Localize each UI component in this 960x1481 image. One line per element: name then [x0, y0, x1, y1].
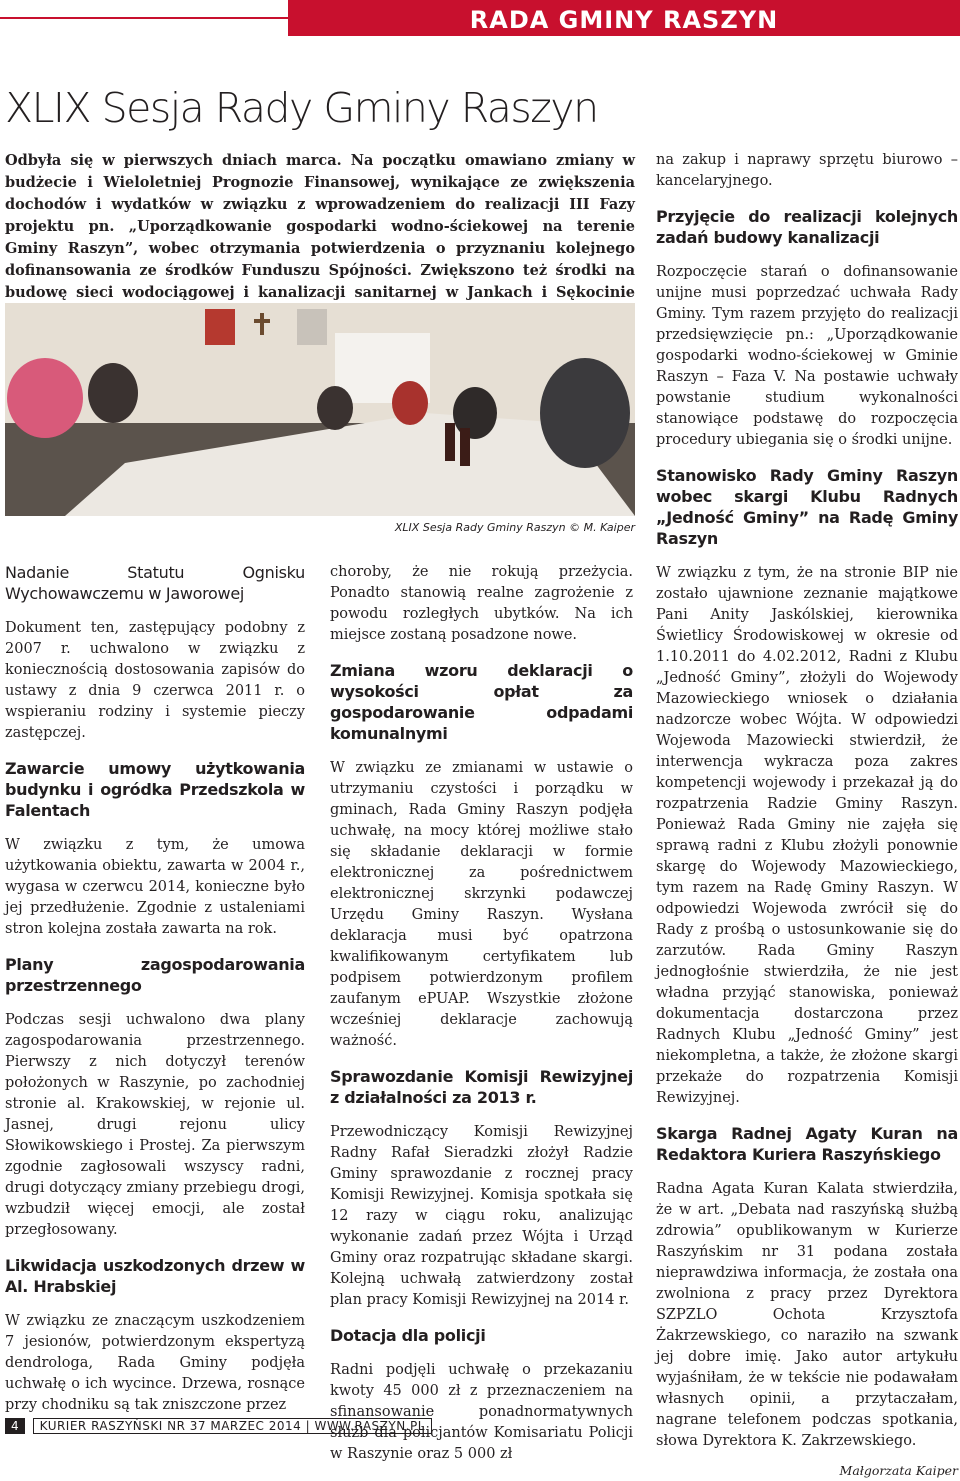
paragraph-stanowisko: W związku z tym, że na stronie BIP nie zostało ujawnione zeznanie majątkowe Pani Anity Jaskólskiej, kierownika Świetlicy Środowiskowej w okresie od 1.10.2011 do 4.02.2012, Radni z Klubu „Jedność Gminy”, złożyli do Wojewody Mazowieckiego wniosek o działania nadzorcze wobec Wójta. W odpowiedzi Wojewoda Mazowiecki stwierdził, że interwencja wykracza poza zakres kompetencji wojewody i przekazał ją do rozpatrzenia Radzie Gminy Raszyn. Ponieważ Rada Gminy nie zajęła się sprawą radni z Klubu złożyli ponownie skargę do Wojewody Mazowieckiego, tym razem na Radę Gminy Raszyn. W odpowiedzi Wojewoda zwrócił się do Rady z prośbą o ustosunkowanie się do zarzutów. Rada Gminy Raszyn jednogłośnie stwierdziła, że nie jest władna przyjąć stanowiska, ponieważ dokumentacja dostarczona przez Radnych Klubu „Jedność Gminy” jest niekompletna, a także, że złożone skargi przekaże do rozpatrzenia Komisji Rewizyjnej.: [656, 565, 958, 1106]
photo-caption: XLIX Sesja Rady Gminy Raszyn © M. Kaiper: [394, 521, 635, 534]
heading-sprawozdanie: Sprawozdanie Komisji Rewizyjnej z działalności za 2013 r.: [330, 1067, 633, 1107]
article-lead: [5, 150, 635, 326]
paragraph-plany: Podczas sesji uchwalono dwa plany zagospodarowania przestrzennego. Pierwszy z nich dotyczył terenów położonych w Raszynie, po zachodniej stronie al. Krakowskiej, w rejonie ul. Jasnej, drugi rejonu ulicy Słowikowskiego i Prostej. Za pierwszym zgodnie zagłosowali wszyscy radni, drugi dotyczący zmiany przebiegu drogi, wzbudził więcej emocji, ale został przegłosowany.: [5, 1012, 305, 1238]
paragraph-kanalizacja: Rozpoczęcie starań o dofinansowanie unijne musi poprzedzać uchwała Rady Gminy. Tym razem przyjęto do realizacji przedsięwzięcie pn.: „Uporządkowanie gospodarki wodno-ściekowej w Gminie Raszyn – Faza V. Na postawie uchwały powstanie studium wykonalności stanowiące podstawę do rozpoczęcia procedury ubiegania się o środki unijne.: [656, 264, 958, 448]
heading-skarga: Skarga Radnej Agaty Kuran na Redaktora Kuriera Raszyńskiego: [656, 1124, 958, 1164]
heading-deklaracje: Zmiana wzoru deklaracji o wysokości opłat za gospodarowanie odpadami komunalnymi: [330, 661, 633, 743]
column-2: [330, 562, 633, 1479]
page-number: 4: [5, 1418, 25, 1434]
paragraph-dotacja: Radni podjęli uchwałę o przekazaniu kwoty 45 000 zł z przeznaczeniem na sfinansowanie ponadnormatywnych służb dla policjantów Komisariatu Policji w Raszynie oraz 5 000 zł: [330, 1362, 633, 1462]
article-title: XLIX Sesja Rady Gminy Raszyn: [5, 84, 598, 132]
heading-drzewa: Likwidacja uszkodzonych drzew w Al. Hrabskiej: [5, 1256, 305, 1296]
column-3: [656, 150, 958, 1481]
footer-publication: KURIER RASZYŃSKI NR 37 MARZEC 2014 | WWW.RASZYN.PL: [33, 1418, 432, 1434]
paragraph-drzewa: W związku ze znaczącym uszkodzeniem 7 jesionów, potwierdzonym ekspertyzą dendrologa, Rada Gminy podjęła uchwałę o ich wycince. Drzewa, rosnące przy chodniku są tak zniszczone przez: [5, 1313, 305, 1413]
heading-plany: Plany zagospodarowania przestrzennego: [5, 955, 305, 995]
author-signature: Małgorzata Kaiper: [839, 1463, 958, 1478]
paragraph-dotacja-cont: na zakup i naprawy sprzętu biurowo – kancelaryjnego.: [656, 152, 958, 189]
paragraph-deklaracje: W związku ze zmianami w ustawie o utrzymaniu czystości i porządku w gminach, Rada Gminy Raszyn podjęła uchwałę, na mocy której możliwe stało się składanie deklaracji w formie elektronicznej za pośrednictwem elektronicznej skrzynki podawczej Urzędu Gminy Raszyn. Wysłana deklaracja musi być opatrzona kwalifikowanym certyfikatem lub podpisem potwierdzonym profilem zaufanym ePUAP. Wszystkie złożone wcześniej deklaracje zachowują ważność.: [330, 760, 633, 1049]
session-photo-illustration: [5, 303, 635, 516]
paragraph-statut: Dokument ten, zastępujący podobny z 2007 r. uchwalono w związku z koniecznością dostosowania zapisów do ustawy z dnia 9 czerwca 2011 r. o wspieraniu rodziny i systemie pieczy zastępczej.: [5, 620, 305, 741]
section-banner: RADA GMINY RASZYN: [288, 0, 960, 36]
paragraph-skarga: Radna Agata Kuran Kalata stwierdziła, że w art. „Debata nad raszyńską służbą zdrowia” opublikowanym w Kurierze Raszyńskim nr 31 podana została nieprawdziwa informacja, że została ona zwolniona z pracy przez Dyrektora SZPZLO Ochota Krzysztofa Żakrzewskiego, co naraziło na szwank jej dobre imię. Jako autor artykułu wyjaśniłam, że w tekście nie podawałam własnych opinii, a przytaczałam, nagrane telefonem podczas spotkania, słowa Dyrektora K. Zakrzewskiego.: [656, 1181, 958, 1449]
paragraph-sprawozdanie: Przewodniczący Komisji Rewizyjnej Radny Rafał Sieradzki złożył Radzie Gminy sprawozdanie z rocznej pracy Komisji Rewizyjnej. Komisja spotkała się 12 razy w ciągu roku, analizując wykonanie zadań przez Wójta i Urząd Gminy oraz rozpatrując składane skargi. Kolejną uchwałą zatwierdzony został plan pracy Komisji Rewizyjnej na 2014 r.: [330, 1124, 633, 1308]
paragraph-umowa-przedszkole: W związku z tym, że umowa użytkowania obiektu, zawarta w 2004 r., wygasa w czerwcu 2014, konieczne było jej przedłużenie. Zgodnie z ustaleniami stron kolejna została zawarta na rok.: [5, 837, 305, 937]
session-photo: [5, 303, 635, 516]
heading-statut: Nadanie Statutu Ognisku Wychowawczemu w Jaworowej: [5, 563, 305, 603]
heading-stanowisko: Stanowisko Rady Gminy Raszyn wobec skargi Klubu Radnych „Jedność Gminy” na Radę Gminy Raszyn: [656, 466, 958, 548]
paragraph-drzewa-cont: choroby, że nie rokują przeżycia. Ponadto stanowią realne zagrożenie z powodu rozległych ubytków. Na ich miejsce zostaną posadzone nowe.: [330, 564, 633, 643]
heading-dotacja: Dotacja dla policji: [330, 1326, 486, 1345]
heading-umowa-przedszkole: Zawarcie umowy użytkowania budynku i ogródka Przedszkola w Falentach: [5, 759, 305, 820]
page-footer: [5, 1418, 432, 1434]
heading-kanalizacja: Przyjęcie do realizacji kolejnych zadań budowy kanalizacji: [656, 207, 958, 247]
lead-text: Odbyła się w pierwszych dniach marca. Na początku omawiano zmiany w budżecie i Wieloletniej Prognozie Finansowej, wynikające ze zwiększenia dochodów i wydatków w związku z wprowadzeniem do realizacji III Fazy projektu pn. „Uporządkowanie gospodarki wodno-ściekowej na terenie Gminy Raszyn”, wobec otrzymania potwierdzenia o przyznaniu kolejnego dofinansowania ze środków Funduszu Spójności. Zwiększono też środki na budowę sieci wodociągowej i kanalizacji sanitarnej w Jankach i Sękocinie: [5, 152, 635, 301]
column-1: [5, 562, 305, 1430]
